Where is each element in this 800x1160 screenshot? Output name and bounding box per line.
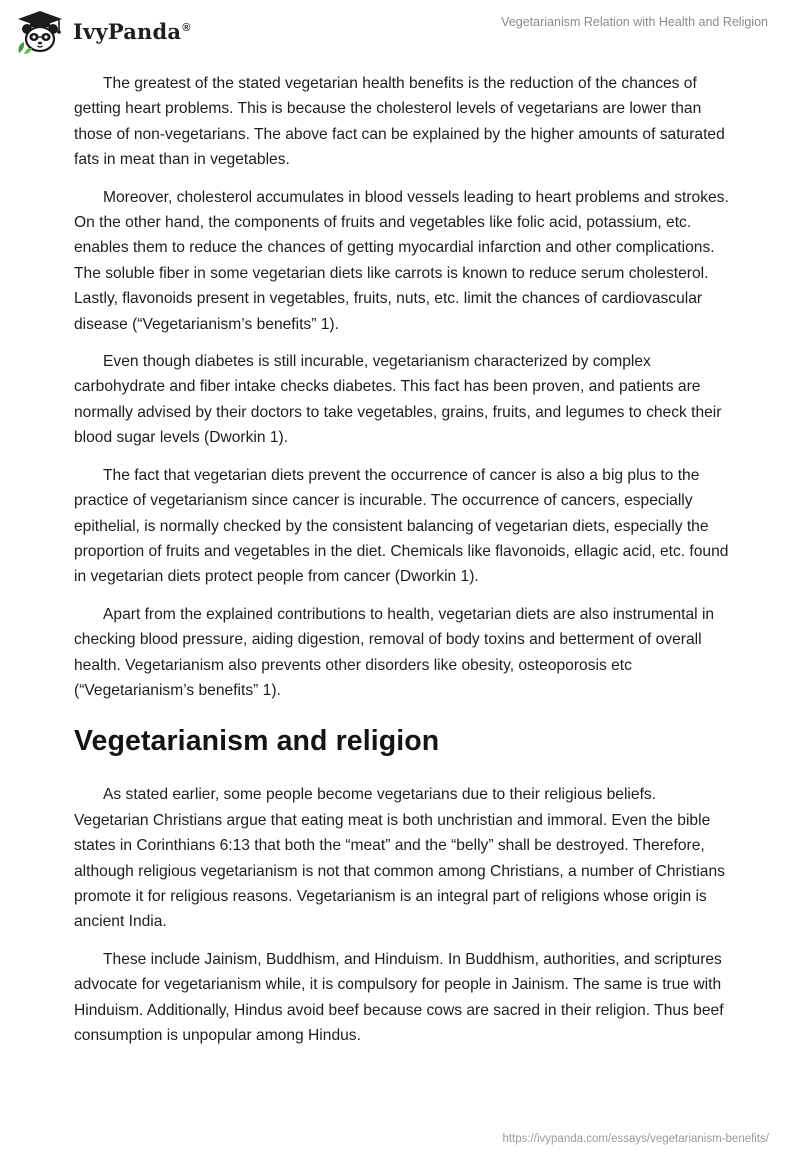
paragraph-cholesterol: Moreover, cholesterol accumulates in blood vessels leading to heart problems and strokes. On the other hand, the components of fruits and vegetables like folic acid, potassium, etc. enables them to reduce the chances of getting myocardial infarction and other complications. The soluble fiber in some vegetarian diets like carrots is known to reduce serum cholesterol. Lastly, flavonoids present in vegetables, fruits, nuts, etc. limit the chances of cardiovascular disease (“Vegetarianism’s benefits” 1). (74, 188, 729, 333)
paragraph-diabetes: Even though diabetes is still incurable, vegetarianism characterized by complex carbohydrate and fiber intake checks diabetes. This fact has been proven, and patients are normally advised by their doctors to take vegetables, grains, fruits, and legumes to check their blood sugar levels (Dworkin 1). (74, 353, 722, 447)
paragraph-other-benefits: Apart from the explained contributions to health, vegetarian diets are also instrumental in checking blood pressure, aiding digestion, removal of body toxins and betterment of overall health. Vegetarianism also prevents other disorders like obesity, osteoporosis etc (“Vegetarianism’s benefits” 1). (74, 605, 715, 699)
essay-content (74, 71, 734, 1060)
source-url[interactable]: https://ivypanda.com/essays/vegetarianism-benefits/ (502, 1133, 769, 1145)
page-header (0, 0, 800, 66)
running-title: Vegetarianism Relation with Health and Religion (501, 15, 768, 29)
paragraph-indian-religions: These include Jainism, Buddhism, and Hinduism. In Buddhism, authorities, and scriptures advocate for vegetarianism while, it is compulsory for people in Jainism. The same is true with Hinduism. Additionally, Hindus avoid beef because cows are sacred in their religion. Thus beef consumption is unpopular among Hindus. (74, 950, 724, 1044)
ivypanda-logo[interactable] (15, 9, 191, 55)
paragraph-christianity: As stated earlier, some people become vegetarians due to their religious beliefs. Vegetarian Christians argue that eating meat is both unchristian and immoral. Even the bible states in Corinthians 6:13 that both the “meat” and the “belly” shall be destroyed. Therefore, although religious vegetarianism is not that common among Christians, a number of Christians promote it for religious reasons. Vegetarianism is an integral part of religions whose origin is ancient India. (74, 786, 725, 931)
panda-graduate-icon (15, 9, 65, 55)
paragraph-cancer: The fact that vegetarian diets prevent the occurrence of cancer is also a big plus to the practice of vegetarianism since cancer is incurable. The occurrence of cancers, especially epithelial, is normally checked by the consistent balancing of vegetarian diets, especially the proportion of fruits and vegetables in the diet. Chemicals like flavonoids, ellagic acid, etc. found in vegetarian diets protect people from cancer (Dworkin 1). (74, 466, 729, 586)
logo-name: IvyPanda (73, 18, 182, 44)
section-heading: Vegetarianism and religion (74, 725, 440, 758)
registered-mark: ® (182, 21, 191, 34)
paragraph-heart-problems: The greatest of the stated vegetarian health benefits is the reduction of the chances of getting heart problems. This is because the cholesterol levels of vegetarians are lower than those of non-vegetarians. The above fact can be explained by the higher amounts of saturated fats in meat than in vegetables. (74, 75, 725, 169)
logo-wordmark (73, 19, 191, 44)
